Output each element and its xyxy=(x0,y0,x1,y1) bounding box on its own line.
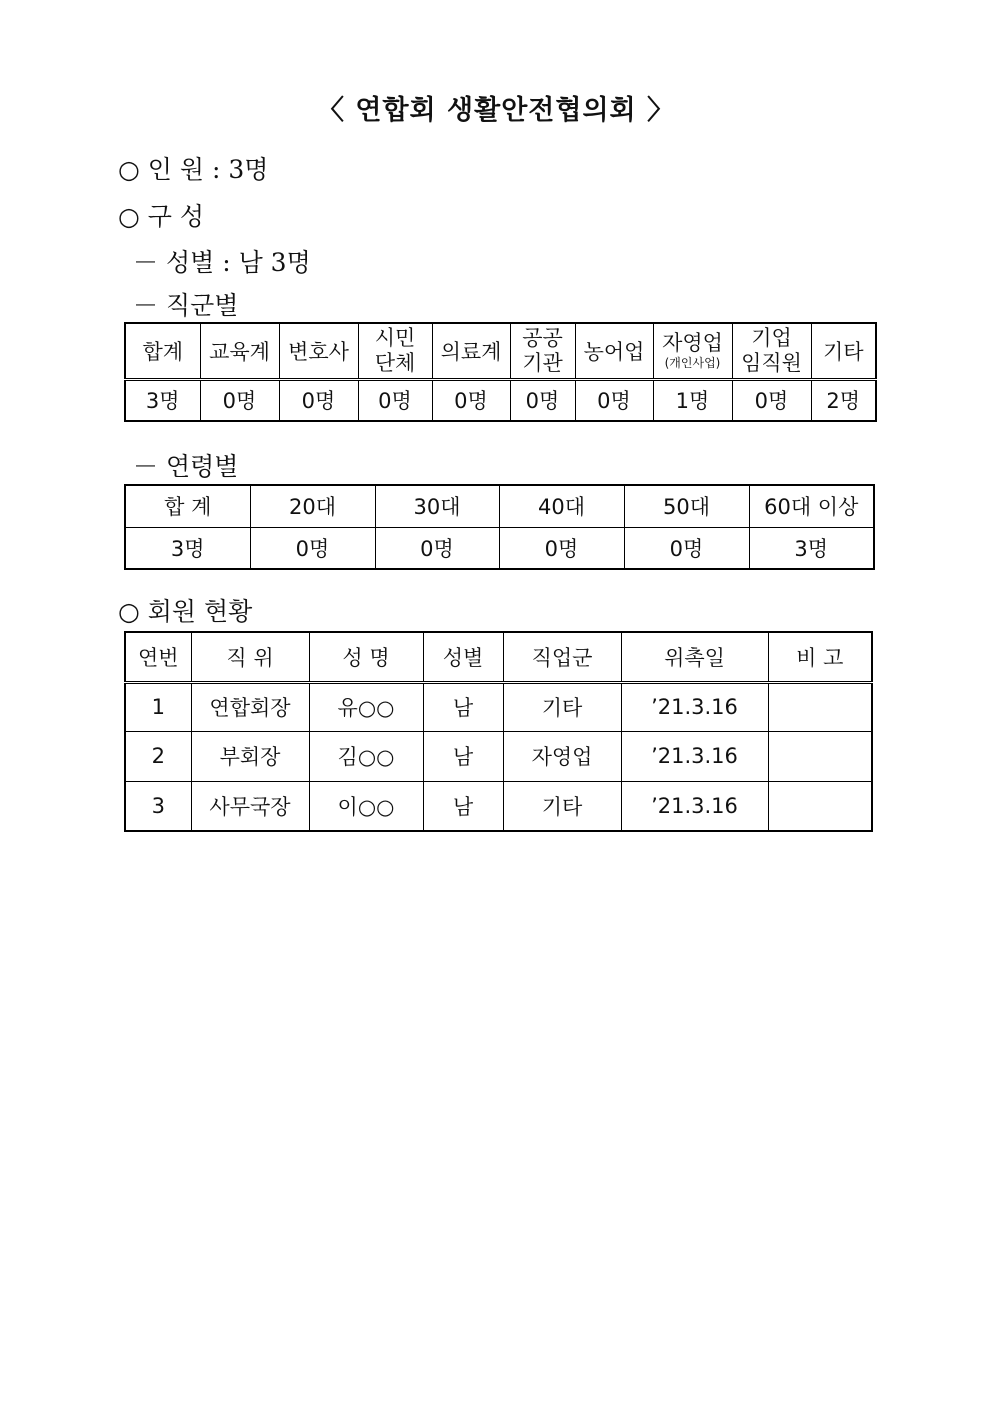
member-header-cell: 성별 xyxy=(423,632,503,682)
age-values-row xyxy=(125,527,874,569)
job-header-cell: 합계 xyxy=(125,323,200,379)
job-header-cell: 교육계 xyxy=(200,323,279,379)
member-header-cell: 연번 xyxy=(125,632,191,682)
age-header-cell: 20대 xyxy=(250,485,375,527)
age-header-cell: 30대 xyxy=(375,485,499,527)
age-header-cell: 40대 xyxy=(499,485,624,527)
job-value-cell: 0명 xyxy=(358,379,432,421)
job-value-cell: 0명 xyxy=(732,379,811,421)
table-row xyxy=(125,731,872,781)
job-value-cell: 1명 xyxy=(653,379,732,421)
member-position: 사무국장 xyxy=(191,781,309,831)
table-row xyxy=(125,781,872,831)
age-value-cell: 0명 xyxy=(375,527,499,569)
job-value-cell: 0명 xyxy=(279,379,358,421)
job-header-row xyxy=(125,323,876,379)
age-value-cell: 0명 xyxy=(250,527,375,569)
member-header-row xyxy=(125,632,872,682)
age-value-cell: 0명 xyxy=(624,527,749,569)
member-name: 유○○ xyxy=(309,682,423,731)
member-header-cell: 성 명 xyxy=(309,632,423,682)
age-header-cell: 50대 xyxy=(624,485,749,527)
age-value-cell: 0명 xyxy=(499,527,624,569)
age-header-cell: 합 계 xyxy=(125,485,250,527)
age-table xyxy=(124,484,875,570)
job-header-cell: 변호사 xyxy=(279,323,358,379)
age-value-cell: 3명 xyxy=(749,527,874,569)
table-row xyxy=(125,682,872,731)
member-position: 연합회장 xyxy=(191,682,309,731)
member-no: 1 xyxy=(125,682,191,731)
member-appointed-date: ’21.3.16 xyxy=(621,781,768,831)
age-heading: － 연령별 xyxy=(133,452,239,481)
member-appointed-date: ’21.3.16 xyxy=(621,682,768,731)
member-note xyxy=(768,781,872,831)
member-job: 기타 xyxy=(503,682,621,731)
member-name: 김○○ xyxy=(309,731,423,781)
job-header-note: (개인사업) xyxy=(664,356,721,371)
job-value-cell: 2명 xyxy=(811,379,876,421)
job-heading: － 직군별 xyxy=(133,291,239,320)
age-header-row xyxy=(125,485,874,527)
member-job: 기타 xyxy=(503,781,621,831)
job-header-cell: 기업 임직원 xyxy=(732,323,811,379)
member-header-cell: 직업군 xyxy=(503,632,621,682)
job-value-cell: 0명 xyxy=(575,379,653,421)
job-header-cell: 시민 단체 xyxy=(358,323,432,379)
member-heading: ○ 회원 현황 xyxy=(118,597,253,626)
job-values-row xyxy=(125,379,876,421)
member-appointed-date: ’21.3.16 xyxy=(621,731,768,781)
member-gender: 남 xyxy=(423,731,503,781)
member-note xyxy=(768,731,872,781)
job-value-cell: 0명 xyxy=(432,379,510,421)
member-position: 부회장 xyxy=(191,731,309,781)
member-name: 이○○ xyxy=(309,781,423,831)
member-job: 자영업 xyxy=(503,731,621,781)
page-title: 〈 연합회 생활안전협의회 〉 xyxy=(316,95,676,126)
member-no: 2 xyxy=(125,731,191,781)
job-header-cell: 자영업 (개인사업) xyxy=(653,323,732,379)
member-gender: 남 xyxy=(423,781,503,831)
job-header-cell: 공공 기관 xyxy=(510,323,575,379)
age-value-cell: 3명 xyxy=(125,527,250,569)
members-count: ○ 인 원 : 3명 xyxy=(118,155,269,184)
member-table xyxy=(124,631,873,832)
job-value-cell: 0명 xyxy=(510,379,575,421)
job-header-cell: 기타 xyxy=(811,323,876,379)
member-gender: 남 xyxy=(423,682,503,731)
job-header-cell: 의료계 xyxy=(432,323,510,379)
member-no: 3 xyxy=(125,781,191,831)
composition-heading: ○ 구 성 xyxy=(118,202,205,231)
member-header-cell: 위촉일 xyxy=(621,632,768,682)
member-header-cell: 비 고 xyxy=(768,632,872,682)
job-header-cell: 농어업 xyxy=(575,323,653,379)
member-header-cell: 직 위 xyxy=(191,632,309,682)
age-header-cell: 60대 이상 xyxy=(749,485,874,527)
job-table xyxy=(124,322,877,422)
job-value-cell: 0명 xyxy=(200,379,279,421)
member-note xyxy=(768,682,872,731)
job-value-cell: 3명 xyxy=(125,379,200,421)
gender-line: － 성별 : 남 3명 xyxy=(133,248,311,277)
